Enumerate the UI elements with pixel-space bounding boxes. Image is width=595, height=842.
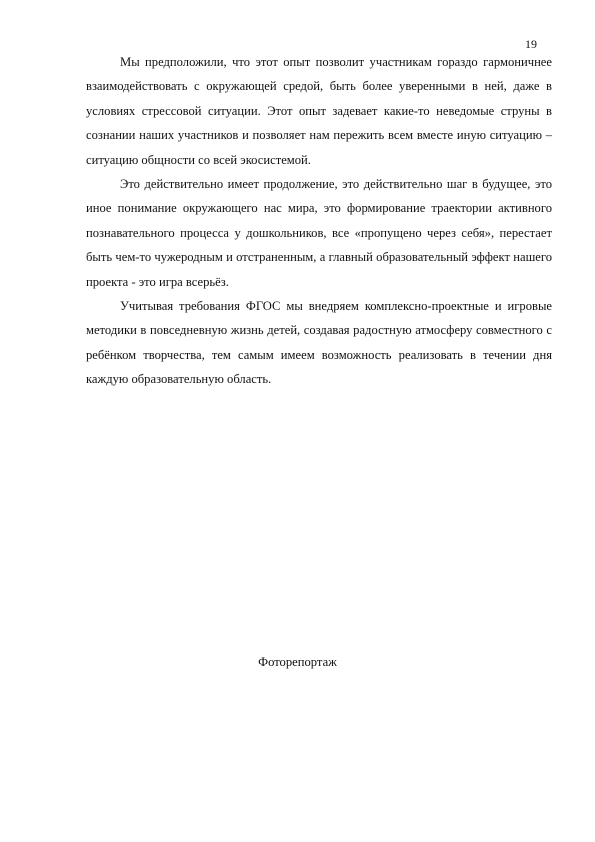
paragraph-2: Это действительно имеет продолжение, это действительно шаг в будущее, это иное понимание окружающего нас мира, это формирование траектории активного познавательного процесса у дошкольников, все «пропущено через себя», перестает быть чем-то чужеродным и отстраненным, а главный образовательный эффект нашего проекта - это игра всерьёз. <box>86 177 552 289</box>
paragraph-3: Учитывая требования ФГОС мы внедряем комплексно-проектные и игровые методики в повседневную жизнь детей, создавая радостную атмосферу совместного с ребёнком творчества, тем самым имеем возможность реализовать в течении дня каждую образовательную область. <box>86 299 552 387</box>
paragraph-1: Мы предположили, что этот опыт позволит участникам гораздо гармоничнее взаимодействовать с окружающей средой, быть более уверенными в ней, даже в условиях стрессовой ситуации. Этот опыт задевает какие-то неведомые струны в сознании наших участников и позволяет нам пережить всем вместе иную ситуацию – ситуацию общности со всей экосистемой. <box>86 55 552 167</box>
page-number: 19 <box>525 37 537 51</box>
body-text <box>86 50 552 392</box>
section-caption: Фоторепортаж <box>258 655 337 669</box>
